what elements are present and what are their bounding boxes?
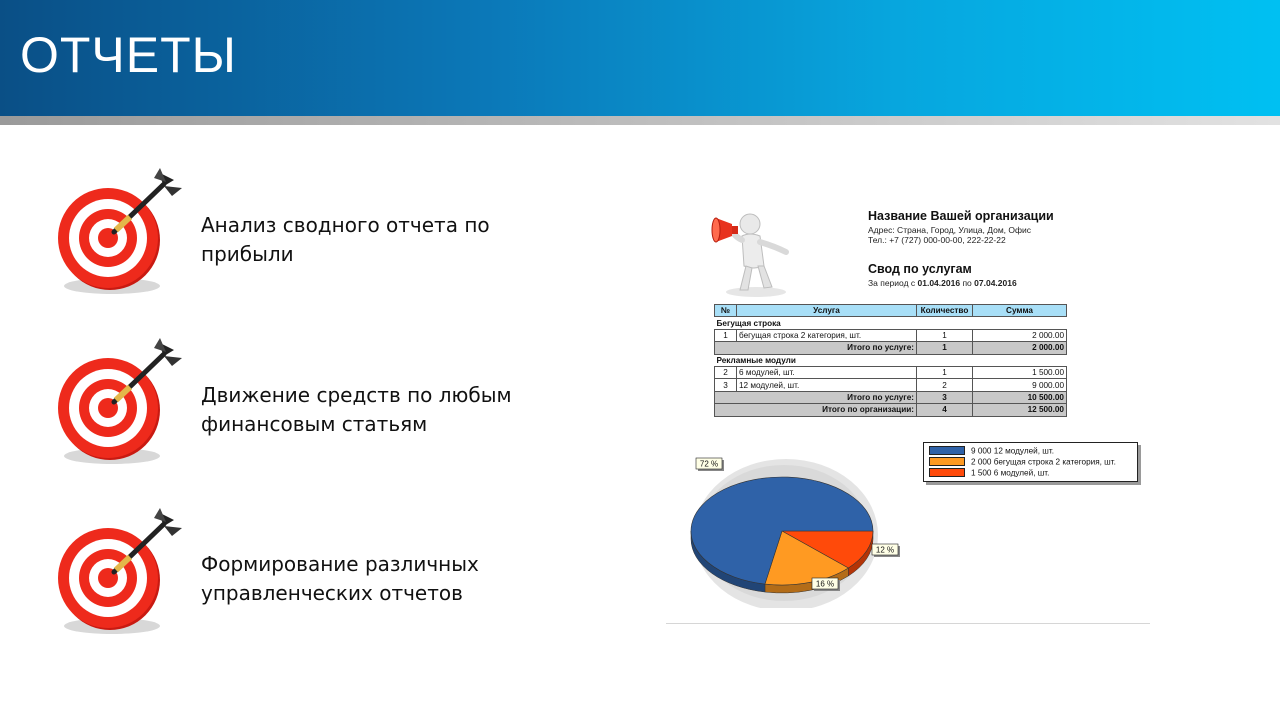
group-label: Бегущая строка [715,317,1067,329]
column-header: № [715,305,737,317]
column-header: Сумма [973,305,1067,317]
legend-item [929,457,1116,467]
report-title: Свод по услугам [868,262,972,276]
target-dart-icon [54,336,184,471]
period-prefix: За период с [868,278,916,288]
bullet-line: Движение средств по любым [201,383,512,407]
cell-sum: 9 000.00 [973,379,1067,391]
header-divider [0,116,1280,125]
legend-item [929,468,1049,478]
cell-qty: 4 [917,404,973,416]
table-row [715,379,1067,391]
org-phone: Тел.: +7 (727) 000-00-00, 222-22-22 [868,235,1006,245]
cell-sum: 10 500.00 [973,391,1067,403]
cell-qty: 2 [917,379,973,391]
bullet-line: финансовым статьям [201,412,428,436]
total-label: Итого по организации: [715,404,917,416]
cell-sum: 1 500.00 [973,366,1067,378]
bullet-line: Формирование различных [201,552,479,576]
column-header: Услуга [737,305,917,317]
bullet-line: Анализ сводного отчета по [201,213,490,237]
cell-sum: 2 000.00 [973,329,1067,341]
legend-item [929,446,1054,456]
pie-data-label: 16 % [815,579,835,589]
cell-number: 1 [715,329,737,341]
subtotal-row [715,342,1067,354]
target-dart-icon [54,506,184,641]
bullet-text [201,381,512,439]
cell-sum: 2 000.00 [973,342,1067,354]
cell-service: 6 модулей, шт. [737,366,917,378]
cell-qty: 3 [917,391,973,403]
legend-swatch [929,468,965,477]
total-row [715,404,1067,416]
pie-data-label: 72 % [699,459,719,469]
org-name: Название Вашей организации [868,209,1054,223]
period-mid: по [962,278,972,288]
table-row [715,329,1067,341]
group-label: Рекламные модули [715,354,1067,366]
bullet-line: прибыли [201,242,294,266]
table-row [715,366,1067,378]
period-to: 07.04.2016 [974,278,1017,288]
legend-label: 1 500 6 модулей, шт. [971,468,1050,478]
bullet-text [201,550,479,608]
subtotal-label: Итого по услуге: [715,391,917,403]
org-address: Адрес: Страна, Город, Улица, Дом, Офис [868,225,1032,235]
report-table [714,304,1067,417]
period-from: 01.04.2016 [917,278,961,288]
pie-data-label: 12 % [875,545,895,555]
cell-service: 12 модулей, шт. [737,379,917,391]
cell-qty: 1 [917,342,973,354]
table-header-row [715,305,1067,317]
legend-swatch [929,446,965,455]
cell-number: 3 [715,379,737,391]
legend-label: 9 000 12 модулей, шт. [971,446,1054,456]
cell-qty: 1 [917,366,973,378]
cell-qty: 1 [917,329,973,341]
legend-label: 2 000 бегущая строка 2 категория, шт. [971,457,1116,467]
group-row [715,317,1067,329]
target-dart-icon [54,166,184,301]
cell-number: 2 [715,366,737,378]
column-header: Количество [917,305,973,317]
chart-legend [923,442,1138,482]
report-period [868,278,1017,288]
bullet-line: управленческих отчетов [201,581,463,605]
legend-swatch [929,457,965,466]
subtotal-label: Итого по услуге: [715,342,917,354]
cell-sum: 12 500.00 [973,404,1067,416]
page-title: ОТЧЕТЫ [20,27,237,83]
bullet-text [201,211,490,269]
report-preview [666,198,1150,624]
group-row [715,354,1067,366]
subtotal-row [715,391,1067,403]
cell-service: бегущая строка 2 категория, шт. [737,329,917,341]
pie-chart [686,448,938,608]
megaphone-figure-icon [708,208,800,298]
